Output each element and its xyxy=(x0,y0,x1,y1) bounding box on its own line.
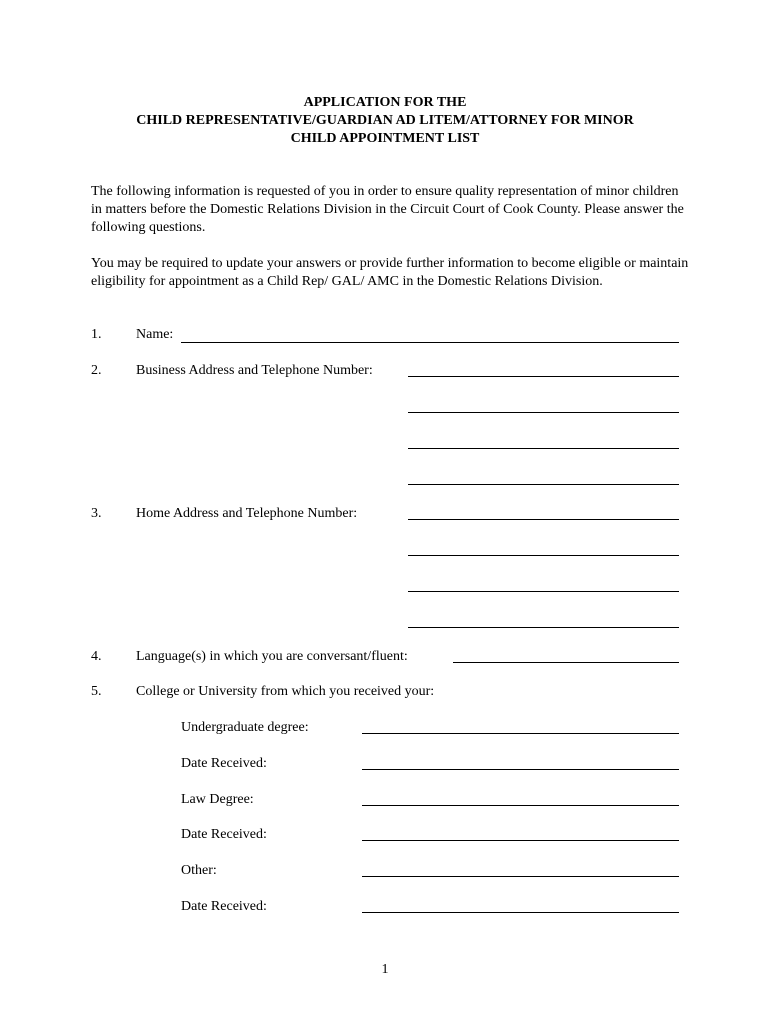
question-5-number: 5. xyxy=(91,684,102,699)
intro-paragraph-1: The following information is requested of you in order to ensure quality representation of minor children in matters before the Domestic Relations Division in the Circuit Court of Cook County. Please answer the following questions. xyxy=(91,184,684,235)
business-address-field-1[interactable] xyxy=(408,376,679,377)
undergraduate-degree-field[interactable] xyxy=(362,733,679,734)
question-3-number: 3. xyxy=(91,506,102,521)
home-address-label: Home Address and Telephone Number: xyxy=(136,506,358,521)
undergraduate-date-label: Date Received: xyxy=(181,756,267,771)
title-line-3: CHILD APPOINTMENT LIST xyxy=(290,131,480,146)
other-degree-label: Other: xyxy=(181,863,217,878)
home-address-field-2[interactable] xyxy=(408,555,679,556)
law-degree-field[interactable] xyxy=(362,805,679,806)
business-address-field-3[interactable] xyxy=(408,448,679,449)
languages-label: Language(s) in which you are conversant/fluent: xyxy=(136,649,408,664)
business-address-label: Business Address and Telephone Number: xyxy=(136,363,373,378)
name-field[interactable] xyxy=(181,342,679,343)
undergraduate-date-field[interactable] xyxy=(362,769,679,770)
college-label: College or University from which you received your: xyxy=(136,684,435,699)
languages-field[interactable] xyxy=(453,662,679,663)
home-address-field-1[interactable] xyxy=(408,519,679,520)
home-address-field-3[interactable] xyxy=(408,591,679,592)
name-label: Name: xyxy=(136,327,174,342)
other-degree-field[interactable] xyxy=(362,876,679,877)
other-date-field[interactable] xyxy=(362,912,679,913)
law-date-field[interactable] xyxy=(362,840,679,841)
other-date-label: Date Received: xyxy=(181,899,267,914)
business-address-field-2[interactable] xyxy=(408,412,679,413)
law-degree-label: Law Degree: xyxy=(181,792,254,807)
question-1-number: 1. xyxy=(91,327,102,342)
question-2-number: 2. xyxy=(91,363,102,378)
undergraduate-degree-label: Undergraduate degree: xyxy=(181,720,309,735)
title-line-2: CHILD REPRESENTATIVE/GUARDIAN AD LITEM/ATTORNEY FOR MINOR xyxy=(136,113,634,128)
page-number: 1 xyxy=(381,962,389,977)
business-address-field-4[interactable] xyxy=(408,484,679,485)
question-4-number: 4. xyxy=(91,649,102,664)
title-line-1: APPLICATION FOR THE xyxy=(303,95,467,110)
intro-paragraph-2: You may be required to update your answers or provide further information to become eligible or maintain eligibility for appointment as a Child Rep/ GAL/ AMC in the Domestic Relations Division. xyxy=(91,256,689,289)
home-address-field-4[interactable] xyxy=(408,627,679,628)
law-date-label: Date Received: xyxy=(181,827,267,842)
